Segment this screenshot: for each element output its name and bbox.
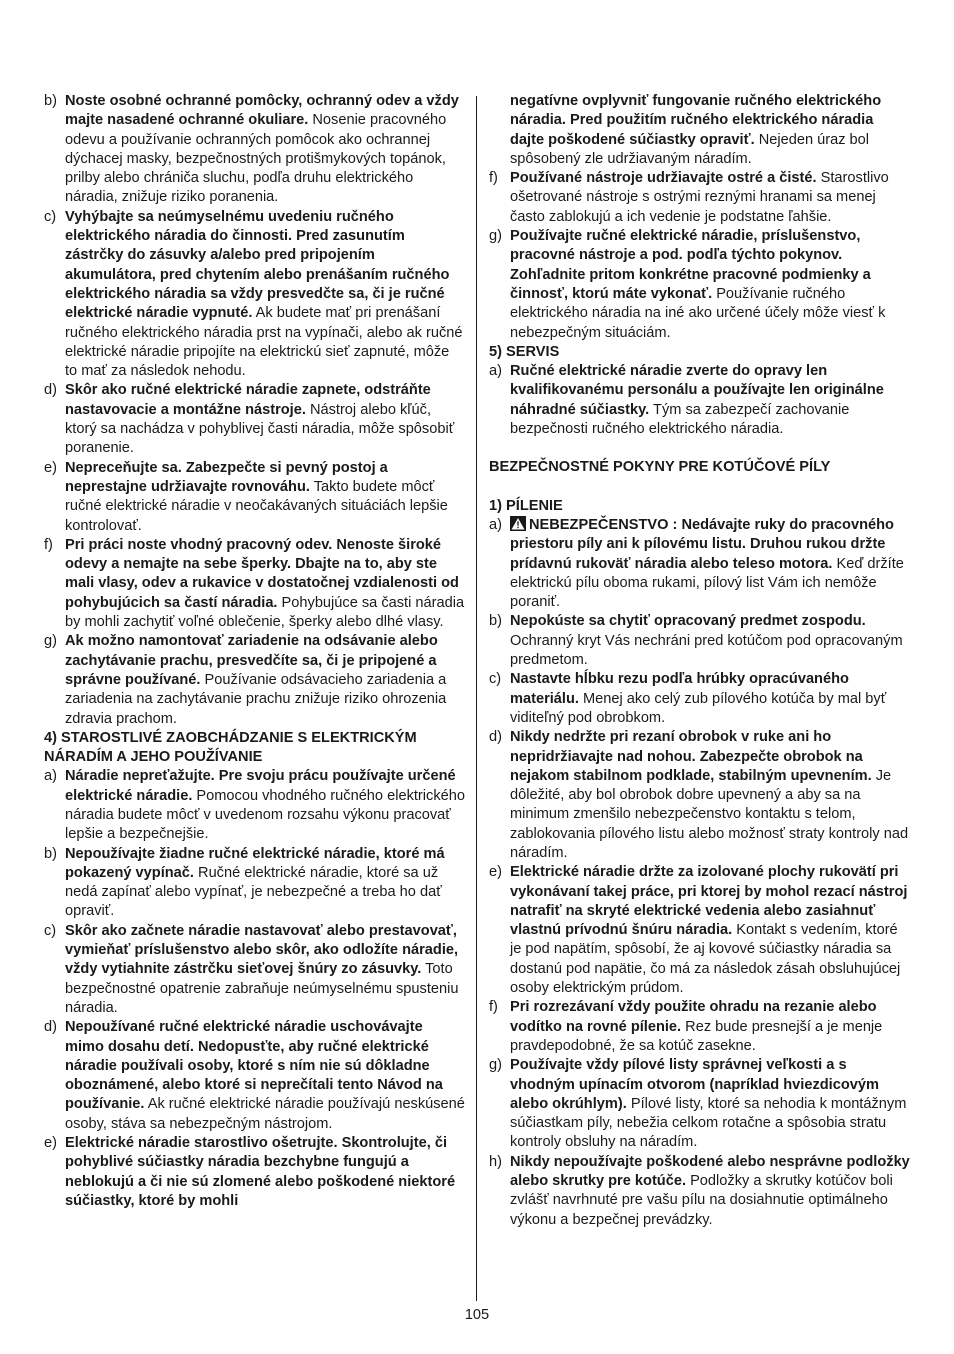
list-item (489, 728, 910, 863)
list-item-label: b) (44, 93, 57, 109)
list-item (489, 516, 910, 612)
list-item-label: a) (44, 768, 57, 785)
list-item-explanation: Nástroj alebo kľúč, ktorý sa nachádza v pohyblivej časti náradia, môže spôsobiť poranenie. (65, 401, 455, 457)
list-item-instruction: Vyhýbajte sa neúmyselnému uvedeniu ručného elektrického náradia do činnosti. Pred zasunutím zástrčky do zásuvky a/alebo pred pripojením akumulátora, pred chytením alebo prenášaním ručného elektrického náradia sa vždy presvedčte sa, či je ručné elektrické náradie vypnuté. (65, 208, 450, 322)
list-item-instruction: Používajte ručné elektrické náradie, príslušenstvo, pracovné nástroje a pod. podľa týchto pokynov. Zohľadnite pritom konkrétne pracovné podmienky a činnosť, ktorú máte vykonať. (510, 228, 871, 302)
list-item-instruction: Používajte vždy pílové listy správnej veľkosti a s vhodným upínacím otvorom (napríklad hviezdicovým alebo okrúhlym). (510, 1057, 879, 1112)
list-item-instruction: Nepoužívajte žiadne ručné elektrické náradie, ktoré má pokazený vypínač. (65, 845, 445, 881)
list-item-instruction: negatívne ovplyvniť fungovanie ručného elektrického náradia. Pred použitím ručného elektrického náradia dajte poškodené súčiastky opraviť. (510, 93, 882, 148)
list-item (44, 208, 465, 382)
list-item (44, 1134, 465, 1211)
list-item-instruction: Používané nástroje udržiavajte ostré a čisté. (510, 170, 817, 187)
section-heading: BEZPEČNOSTNÉ POKYNY PRE KOTÚČOVÉ PÍLY (489, 459, 831, 476)
list-item (44, 845, 465, 922)
list-item-instruction: Nepokúste sa chytiť opracovaný predmet zospodu. (510, 613, 866, 630)
list-item-label: d) (44, 382, 57, 399)
list-item-label: g) (489, 228, 502, 245)
list-item (489, 169, 910, 227)
column-divider (476, 96, 477, 1301)
spacer (489, 439, 910, 458)
list-item-label: b) (489, 613, 502, 630)
list-item-explanation: Pomocou vhodného ručného elektrického náradia budete môcť v uvedenom rozsahu výkonu pracovať lepšie a bezpečnejšie. (65, 787, 465, 843)
list-item-label: b) (44, 845, 57, 862)
right-column (489, 92, 910, 1230)
list-item-instruction: Pri práci noste vhodný pracovný odev. Nenoste široké odevy a nemajte na sebe šperky. Dbajte na to, aby ste mali vlasy, odev a rukavice v dostatočnej vzdialenosti od pohybujúcich sa častí náradia. (65, 536, 459, 611)
list-item-instruction: Nastavte hĺbku rezu podľa hrúbky opracúvaného materiálu. (510, 671, 849, 707)
list-item (489, 227, 910, 343)
list-item-explanation: Menej ako celý zub pílového kotúča by mal byť viditeľný pod obrobkom. (510, 690, 887, 726)
list-item-instruction: Ak možno namontovať zariadenie na odsávanie alebo zachytávanie prachu, presvedčíte sa, či je pripojené a správne používané. (65, 633, 438, 688)
list-item-label: f) (44, 536, 53, 553)
list-item-instruction: Elektrické náradie držte za izolované plochy rukovätí pri vykonávaní takej práce, pri ktorej by mohol rezací nástroj natrafiť na skryté elektrické vedenia alebo zasiahnuť vlastnú prívodnú šnúru náradia. (510, 864, 908, 939)
list-item-instruction: Skôr ako ručné elektrické náradie zapnete, odstráňte nastavovacie a montážne nástroje. (65, 382, 431, 418)
list-item (44, 536, 465, 632)
warning-triangle-icon (510, 516, 526, 531)
list-item-explanation: Takto budete môcť ručné elektrické náradie v neočakávaných situáciách lepšie kontrolovať. (65, 478, 448, 534)
list-item-label: c) (44, 208, 57, 225)
list-item-instruction: Ručné elektrické náradie zverte do opravy len kvalifikovanému personálu a používajte len originálne náhradné súčiastky. (510, 363, 884, 418)
list-item-label: a) (489, 516, 502, 533)
list-item-label: g) (44, 633, 57, 650)
list-item-label: a) (489, 363, 502, 380)
list-item-explanation: Používanie ručného elektrického náradia na iné ako určené účely môže viesť k nebezpečným situáciám. (510, 285, 886, 341)
list-item-label: e) (489, 864, 502, 881)
list-item-explanation: Pohybujúce sa časti náradia by mohli zachytiť voľné oblečenie, šperky alebo dlhé vlasy. (65, 594, 465, 631)
list-item-label: e) (44, 459, 57, 476)
list-item-explanation: Podložky a skrutky kotúčov boli zvlášť navrhnuté pre vašu pílu na dosiahnutie optimálneho výkonu a bezpečnej prevádzky. (510, 1173, 893, 1228)
list-item (44, 1018, 465, 1134)
section-heading: 5) SERVIS (489, 343, 560, 360)
list-item (489, 1153, 910, 1230)
list-item-explanation: Je dôležité, aby bol obrobok dobre upevnený a aby sa na minimum zmenšilo nebezpečenstvo kontaktu s telom, zablokovania pílového listu alebo možnosť straty kontroly nad náradím. (510, 767, 909, 861)
list-item-explanation: Ak budete mať pri prenášaní ručného elektrického náradia prst na vypínači, alebo ak ručné elektrické náradie pripojíte na elektrickú sieť zapnuté, môže to mať za následok nehodu. (65, 305, 463, 380)
list-item-label: c) (44, 922, 57, 939)
list-item (489, 998, 910, 1056)
list-item-explanation: Pílové listy, ktoré sa nehodia k montážnym súčiastkam píly, nebežia celkom rotačne a spôsobia stratu kontroly obsluhy na náradím. (510, 1095, 907, 1151)
list-item-explanation: Nejeden úraz bol spôsobený zle udržiavaným náradím. (510, 131, 870, 167)
list-item-explanation: Kontakt s vedením, ktoré je pod napätím, spôsobí, že aj kovové súčiastky náradia sa dostanú pod napätie, čo má za následok zásah obsluhujúcej osoby elektrickým prúdom. (510, 922, 901, 997)
list-item-label: d) (489, 729, 502, 746)
list-item-explanation: Toto bezpečnostné opatrenie zabraňuje neúmyselnému spusteniu náradia. (65, 961, 459, 1016)
list-item-label: f) (489, 999, 498, 1016)
section-heading: 1) PÍLENIE (489, 497, 563, 514)
section-heading: 4) STAROSTLIVÉ ZAOBCHÁDZANIE S ELEKTRICKÝM NÁRADÍM A JEHO POUŽÍVANIE (44, 729, 417, 766)
list-item-label: d) (44, 1019, 57, 1036)
list-item-explanation: Ochranný kryt Vás nechráni pred kotúčom pod opracovaným predmetom. (510, 632, 903, 669)
list-item-explanation: Ak ručné elektrické náradie používajú neskúsené osoby, stáva sa nebezpečným nástrojom. (65, 1096, 465, 1132)
list-item (44, 767, 465, 844)
list-item (44, 459, 465, 536)
list-item (44, 632, 465, 728)
list-item-instruction: Nepoužívané ručné elektrické náradie uschovávajte mimo dosahu detí. Nedopusťte, aby ručné elektrické náradie používali osoby, ktoré s ním nie sú dôkladne oboznámené, alebo ktoré si neprečítali tento Návod na používanie. (65, 1019, 443, 1113)
list-item-instruction: Skôr ako začnete náradie nastavovať alebo prestavovať, vymieňať príslušenstvo alebo skôr, ako odložíte náradie, vždy vytiahnite zástrčku sieťovej šnúry zo zásuvky. (65, 922, 459, 978)
list-item-instruction: Pri rozrezávaní vždy použite ohradu na rezanie alebo vodítko na rovné pílenie. (510, 999, 877, 1035)
list-item-label: h) (489, 1153, 502, 1170)
list-item (44, 922, 465, 1018)
list-item-explanation: Používanie odsávacieho zariadenia a zariadenia na zachytávanie prachu znižuje riziko ohrozenia zdravia prachom. (65, 671, 447, 727)
list-item-explanation: Rez bude presnejší a je menje pravdepodobné, že sa kotúč zasekne. (510, 1018, 883, 1054)
list-item (489, 612, 910, 670)
list-item-instruction: Náradie nepreťažujte. Pre svoju prácu používajte určené elektrické náradie. (65, 768, 456, 804)
list-item (44, 381, 465, 458)
spacer (489, 478, 910, 497)
list-item-explanation: Nosenie pracovného odevu a používanie ochranných pomôcok ako ochrannej dýchacej masky, bezpečnostných protišmykových topánok, prilby alebo chrániča sluchu, podľa druhu elektrického náradia, znižuje riziko poranenia. (65, 112, 447, 206)
list-item-explanation: Tým sa zabezpečí zachovanie bezpečnosti ručného elektrického náradia. (510, 401, 850, 438)
list-item-label: g) (489, 1057, 502, 1074)
list-item (489, 670, 910, 728)
list-item-instruction: Nikdy nedržte pri rezaní obrobok v ruke ani ho nepridržiavajte nad nohou. Zabezpečte obrobok na nejakom stabilnom podklade, stabilným upevnením. (510, 729, 872, 784)
list-item-instruction: Nikdy nepoužívajte poškodené alebo nesprávne podložky alebo skrutky pre kotúče. (510, 1153, 910, 1190)
list-item-explanation: Keď držíte elektrickú pílu oboma rukami, pílový list Vám ich nemôže poraniť. (510, 555, 904, 611)
list-item-continued (489, 92, 910, 169)
list-item-label: e) (44, 1135, 57, 1152)
list-item-explanation: Starostlivo ošetrované nástroje s ostrými reznými hranami sa menej často zablokujú a ich vedenie je podstatne ľahšie. (510, 170, 889, 225)
left-column (44, 92, 465, 1211)
list-item-instruction: Noste osobné ochranné pomôcky, ochranný odev a vždy majte nasadené ochranné okuliare. (65, 93, 459, 129)
list-item-explanation: Ručné elektrické náradie, ktoré sa už nedá zapínať alebo vypínať, je nebezpečné a treba ho dať opraviť. (65, 864, 442, 920)
list-item (489, 1056, 910, 1152)
list-item-label: c) (489, 671, 502, 688)
list-item (489, 362, 910, 439)
list-item (489, 863, 910, 998)
list-item-instruction: NEBEZPEČENSTVO : Nedávajte ruky do pracovného priestoru píly ani k pílovému listu. Druhou rukou držte prídavnú rukoväť náradia alebo teleso motora. (510, 516, 894, 572)
list-item (44, 92, 465, 208)
page-number: 105 (464, 1307, 490, 1323)
list-item-label: f) (489, 170, 498, 187)
list-item-instruction: Elektrické náradie starostlivo ošetrujte. Skontrolujte, či pohyblivé súčiastky náradia bezchybne fungujú a neblokujú a či nie sú zlomené alebo poškodené niektoré súčiastky, ktoré by mohli (65, 1135, 456, 1209)
list-item-instruction: Nepreceňujte sa. Zabezpečte si pevný postoj a neprestajne udržiavajte rovnováhu. (65, 459, 388, 495)
